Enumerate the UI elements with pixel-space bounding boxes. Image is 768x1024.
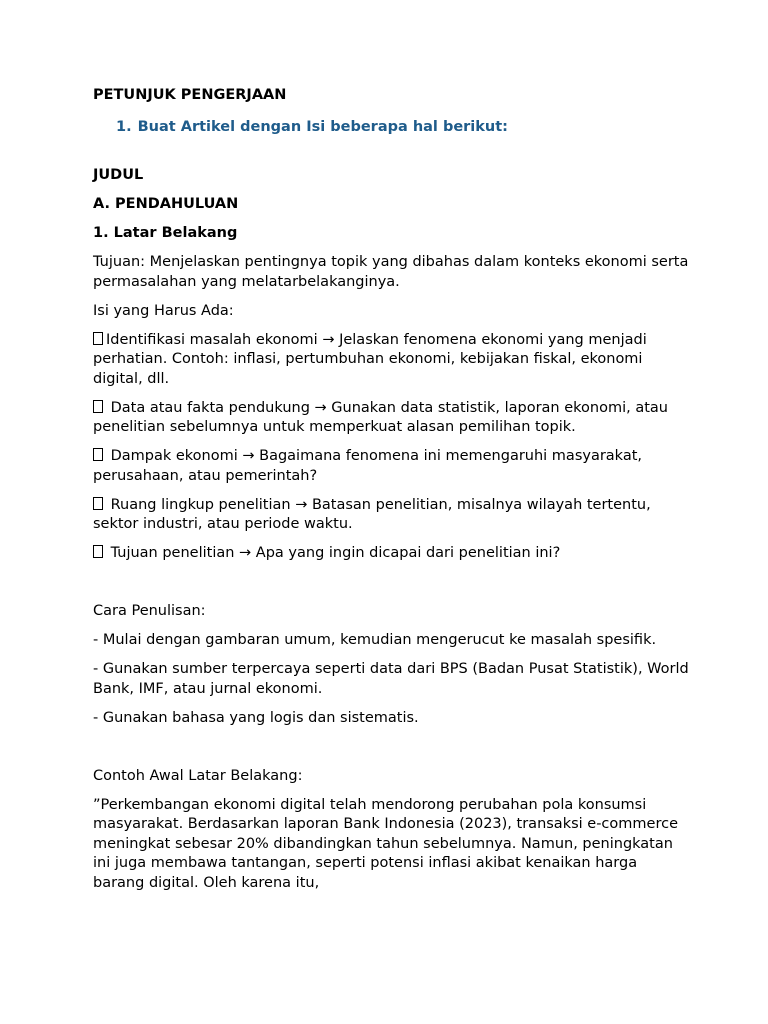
list-item-text: Ruang lingkup penelitian → Batasan penelitian, misalnya wilayah tertentu, sektor industri, atau periode waktu. xyxy=(93,496,651,532)
isi-label: Isi yang Harus Ada: xyxy=(93,302,234,319)
latar-belakang-heading: 1. Latar Belakang xyxy=(93,225,238,241)
instruction-item xyxy=(93,118,693,138)
missing-glyph-icon xyxy=(93,448,103,461)
instruction-number: 1. xyxy=(116,118,132,135)
tujuan-paragraph: Tujuan: Menjelaskan pentingnya topik yang dibahas dalam konteks ekonomi serta permasalahan yang melatarbelakanginya. xyxy=(93,254,689,290)
list-item xyxy=(93,331,693,390)
missing-glyph-icon xyxy=(93,332,103,345)
section-a-heading: A. PENDAHULUAN xyxy=(93,196,239,212)
cara-item: - Gunakan sumber terpercaya seperti data dari BPS (Badan Pusat Statistik), World Bank, IMF, atau jurnal ekonomi. xyxy=(93,661,689,697)
missing-glyph-icon xyxy=(93,400,103,413)
list-item xyxy=(93,447,693,486)
missing-glyph-icon xyxy=(93,545,103,558)
document-page xyxy=(93,86,693,903)
list-item-text: Dampak ekonomi → Bagaimana fenomena ini memengaruhi masyarakat, perusahaan, atau pemerintah? xyxy=(93,448,643,484)
cara-item: - Gunakan bahasa yang logis dan sistematis. xyxy=(93,709,419,726)
list-item xyxy=(93,544,693,564)
instruction-text: Buat Artikel dengan Isi beberapa hal berikut: xyxy=(137,118,508,135)
list-item-text: Identifikasi masalah ekonomi → Jelaskan fenomena ekonomi yang menjadi perhatian. Contoh: inflasi, pertumbuhan ekonomi, kebijakan fiskal, ekonomi digital, dll. xyxy=(93,331,647,387)
missing-glyph-icon xyxy=(93,497,103,510)
spacer xyxy=(93,738,693,767)
contoh-label: Contoh Awal Latar Belakang: xyxy=(93,767,303,784)
document-heading: PETUNJUK PENGERJAAN xyxy=(93,87,287,103)
contoh-paragraph: ”Perkembangan ekonomi digital telah mendorong perubahan pola konsumsi masyarakat. Berdasarkan laporan Bank Indonesia (2023), transaksi e-commerce meningkat sebesar 20% dibandingkan tahun sebelumnya. Namun, peningkatan ini juga membawa tantangan, seperti potensi inflasi akibat kenaikan harga barang digital. Oleh karena itu, xyxy=(93,796,678,891)
list-item xyxy=(93,399,693,438)
cara-label: Cara Penulisan: xyxy=(93,603,206,619)
list-item xyxy=(93,496,693,535)
list-item-text: Data atau fakta pendukung → Gunakan data statistik, laporan ekonomi, atau penelitian sebelumnya untuk memperkuat alasan pemilihan topik. xyxy=(93,399,668,435)
cara-item: - Mulai dengan gambaran umum, kemudian mengerucut ke masalah spesifik. xyxy=(93,632,657,648)
list-item-text: Tujuan penelitian → Apa yang ingin dicapai dari penelitian ini? xyxy=(106,545,561,561)
judul-heading: JUDUL xyxy=(93,167,144,183)
spacer xyxy=(93,573,693,602)
